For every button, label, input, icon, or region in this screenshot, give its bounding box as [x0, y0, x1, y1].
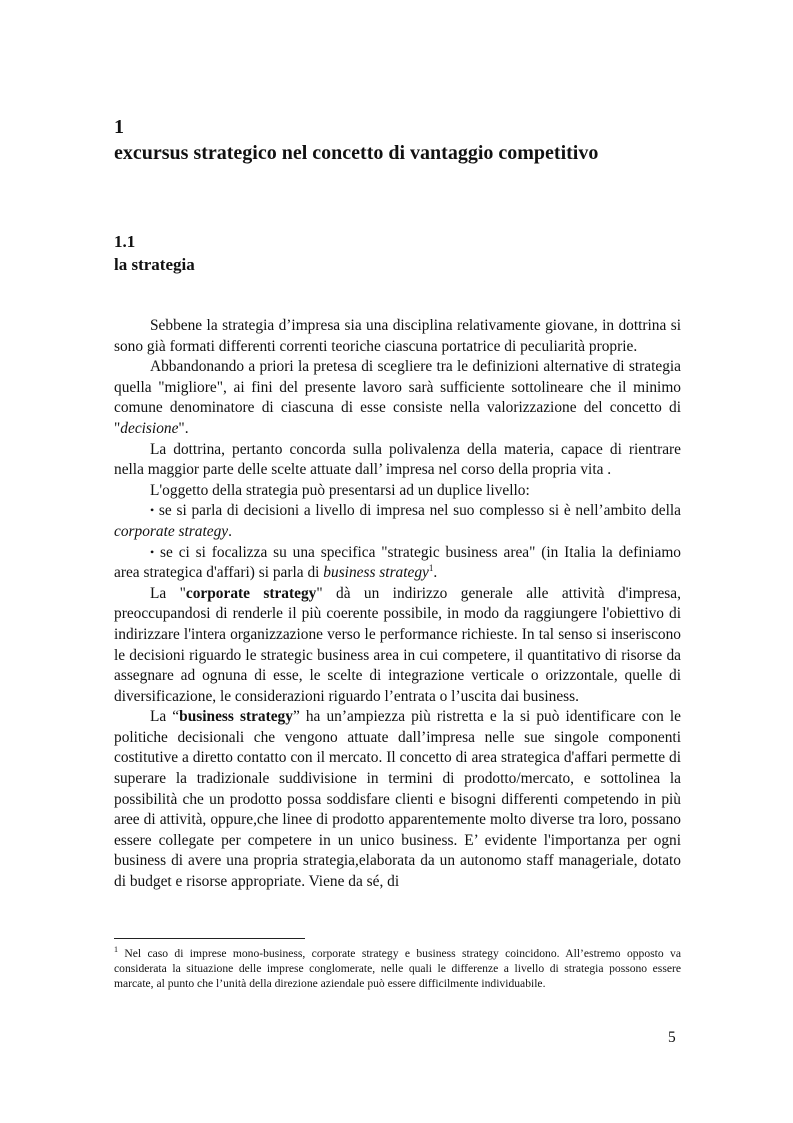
footnote-reference[interactable]: 1: [428, 563, 434, 573]
paragraph: La dottrina, pertanto concorda sulla polivalenza della materia, capace di rientrare nella maggior parte delle scelte attuate dall’ impresa nel corso della propria vita .: [114, 440, 681, 479]
footnote-marker: 1: [114, 945, 118, 955]
bullet-icon: •: [150, 503, 155, 518]
body-text: [114, 316, 681, 893]
chapter-title: excursus strategico nel concetto di vantaggio competitivo: [114, 142, 599, 164]
bullet-item: • se ci si focalizza su una specifica "strategic business area" (in Italia la definiamo area strategica d'affari) si parla di business strategy$^1$.: [114, 543, 681, 582]
section-number: 1.1: [114, 232, 136, 251]
paragraph: Abbandonando a priori la pretesa di scegliere tra le definizioni alternative di strategia quella "migliore", ai fini del presente lavoro sarà sufficiente sottolineare che il minimo comune denominatore di ciascuna di esse consiste nella valorizzazione del concetto di "decisione".: [114, 358, 681, 437]
paragraph: La “business strategy” ha un’ampiezza più ristretta e la si può identificare con le politiche decisionali che vengono attuate dall’impresa nelle sue singole componenti costitutive a diretto contatto con il mercato. Il concetto di area strategica d'affari permette di superare la tradizionale suddivisione in termini di prodotto/mercato, e sottolinea la possibilità che un prodotto possa soddisfare clienti e bisogni differenti competendo in più aree di attività, oppure,che linee di prodotto apparentemente molto diverse tra loro, possano essere collegate per competere in un unico business. E’ evidente l'importanza per ogni business di avere una propria strategia,elaborata da un autonomo staff manageriale, dotato di budget e risorse appropriate. Viene da sé, di: [114, 708, 681, 891]
section-title: la strategia: [114, 255, 195, 274]
footnote-divider: [114, 938, 305, 939]
page-number: 5: [668, 1029, 676, 1046]
footnote: $^1$ Nel caso di imprese mono-business, corporate strategy e business strategy coincidono. All’estremo opposto va considerata la situazione delle imprese conglomerate, nelle quali le differenze a livello di strategia possono essere marcate, al punto che l’unità della direzione aziendale può essere difficilmente individuabile.: [114, 945, 681, 990]
paragraph: La "corporate strategy" dà un indirizzo generale alle attività d'impresa, preoccupandosi di renderle il più coerente possibile, in modo da raggiungere l'obiettivo di indirizzare l'intera organizzazione verso le performance richieste. In tal senso si inseriscono le decisioni riguardo le strategic business area in cui competere, il quantitativo di risorse da assegnare ad ognuna di esse, le scelte di integrazione verticale o orizzontale, quelle di diversificazione, le considerazioni riguardo l’entrata o l’uscita dai business.: [114, 584, 681, 705]
paragraph: Sebbene la strategia d’impresa sia una disciplina relativamente giovane, in dottrina si sono già formati differenti correnti teoriche ciascuna portatrice di peculiarità proprie.: [114, 317, 681, 355]
chapter-number: 1: [114, 116, 124, 138]
bullet-item: • se si parla di decisioni a livello di impresa nel suo complesso si è nell’ambito della corporate strategy.: [114, 502, 681, 540]
bullet-icon: •: [150, 544, 155, 559]
paragraph: L'oggetto della strategia può presentarsi ad un duplice livello:: [150, 481, 530, 499]
